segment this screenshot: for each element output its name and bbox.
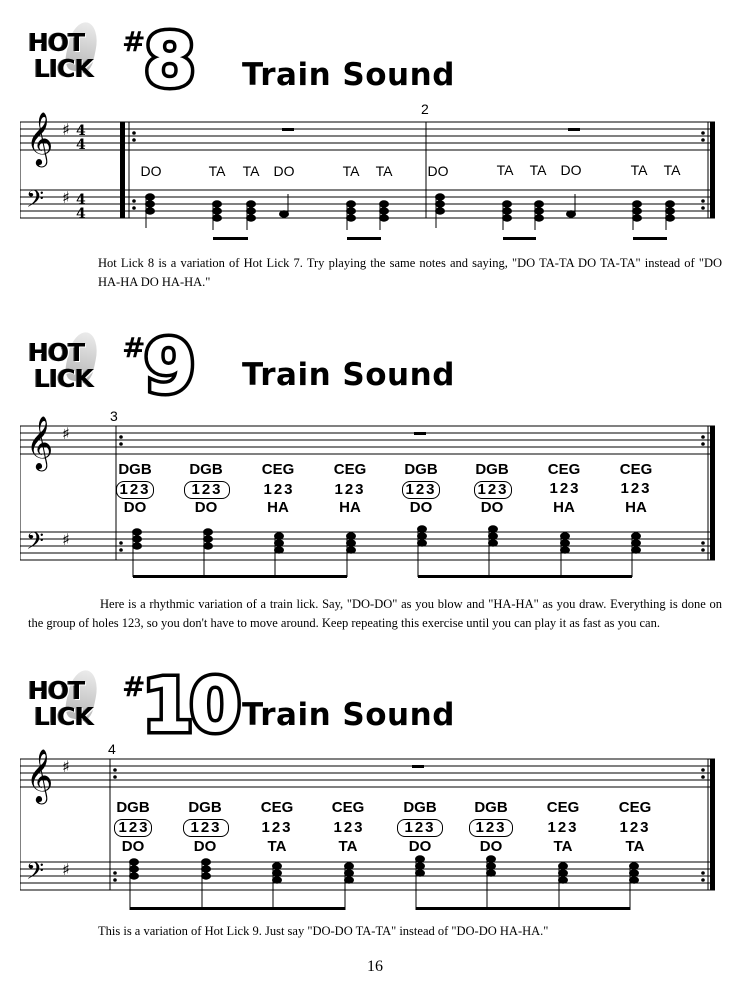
syllable: DO: [194, 499, 218, 516]
lick-title: Train Sound: [242, 357, 455, 393]
badge-number: 9: [144, 324, 192, 410]
syllable: DO: [409, 499, 433, 516]
chord-name: CEG: [618, 799, 652, 816]
hole-numbers: 123: [475, 819, 507, 836]
chord-name: DGB: [403, 799, 437, 816]
hot-lick-logo: [28, 678, 108, 738]
syllable: DO: [560, 162, 582, 178]
syllable: TA: [242, 163, 260, 179]
svg-text:4: 4: [76, 206, 86, 222]
syllable: TA: [375, 163, 393, 179]
chord-name: CEG: [331, 799, 365, 816]
badge-word-hot: HOT: [28, 28, 85, 57]
chord-name: DGB: [189, 461, 223, 478]
lick-title: Train Sound: [242, 57, 455, 93]
svg-text:♯: ♯: [62, 188, 70, 207]
beams: [20, 225, 725, 245]
svg-text:𝄢: 𝄢: [26, 857, 45, 890]
badge-hash: #: [122, 331, 146, 364]
svg-text:𝄢: 𝄢: [26, 185, 45, 218]
syllable: TA: [267, 838, 287, 855]
svg-text:𝄞: 𝄞: [26, 111, 54, 165]
badge-word-lick: LICK: [34, 702, 93, 731]
chord-name: CEG: [619, 461, 653, 478]
svg-text:𝄢: 𝄢: [26, 527, 45, 560]
hole-numbers: 123: [119, 481, 151, 498]
syllable: TA: [208, 163, 226, 179]
hole-numbers: 123: [549, 480, 581, 497]
badge-word-hot: HOT: [28, 676, 85, 705]
hot-lick-logo: [28, 340, 108, 400]
badge-number: 8: [144, 18, 192, 104]
syllable: DO: [273, 163, 295, 179]
measure-number: 4: [108, 741, 116, 757]
syllable: DO: [193, 838, 217, 855]
syllable: TA: [338, 838, 358, 855]
svg-text:♯: ♯: [62, 530, 70, 549]
syllable: DO: [123, 499, 147, 516]
hole-numbers: 123: [404, 819, 436, 836]
hole-numbers: 123: [261, 819, 293, 836]
hole-numbers: 123: [263, 481, 295, 498]
hot-lick-logo: [28, 30, 108, 90]
chord-name: CEG: [260, 799, 294, 816]
syllable: TA: [342, 163, 360, 179]
badge-word-hot: HOT: [28, 338, 85, 367]
chord-name: DGB: [475, 461, 509, 478]
chord-name: CEG: [333, 461, 367, 478]
hole-numbers: 123: [620, 480, 652, 497]
staff-system: [20, 110, 725, 230]
lick-description: Hot Lick 8 is a variation of Hot Lick 7. Try playing the same notes and saying, "DO TA-TA DO TA-TA" instead of "DO HA-HA DO HA-HA.": [98, 256, 722, 289]
chord-name: DGB: [118, 461, 152, 478]
lick-description: Here is a rhythmic variation of a train lick. Say, "DO-DO" as you blow and "HA-HA" as you draw. Everything is done on the group of holes 123, so you don't have to move around. Keep repeating this exercise until you can play it as fast as you can.: [28, 597, 722, 630]
hole-numbers: 123: [477, 481, 509, 498]
svg-text:4: 4: [76, 123, 86, 139]
syllable: TA: [630, 162, 648, 178]
hole-numbers: 123: [405, 481, 437, 498]
syllable: HA: [339, 499, 361, 516]
syllable: DO: [479, 838, 503, 855]
hole-numbers: 123: [619, 819, 651, 836]
syllable: TA: [625, 838, 645, 855]
syllable: DO: [427, 163, 449, 179]
hole-numbers: 123: [118, 819, 150, 836]
lick-title: Train Sound: [242, 697, 455, 733]
syllable: HA: [553, 499, 575, 516]
chord-name: DGB: [116, 799, 150, 816]
svg-text:♯: ♯: [62, 757, 70, 776]
measure-number: 3: [110, 408, 118, 424]
hole-numbers: 123: [333, 819, 365, 836]
chord-name: DGB: [404, 461, 438, 478]
syllable: DO: [480, 499, 504, 516]
chord-name: CEG: [546, 799, 580, 816]
chord-name: CEG: [261, 461, 295, 478]
syllable: HA: [267, 499, 289, 516]
svg-text:𝄞: 𝄞: [26, 748, 54, 802]
svg-text:♯: ♯: [62, 424, 70, 443]
svg-text:4: 4: [76, 137, 86, 153]
page-number: 16: [367, 958, 383, 975]
badge-number: 10: [142, 663, 237, 749]
svg-text:4: 4: [76, 192, 86, 208]
music-staff: [20, 110, 725, 230]
syllable: DO: [408, 838, 432, 855]
hole-numbers: 123: [547, 819, 579, 836]
svg-text:♯: ♯: [62, 120, 70, 139]
syllable: DO: [121, 838, 145, 855]
hole-numbers: 123: [190, 819, 222, 836]
measure-number: 2: [421, 101, 429, 117]
chord-name: DGB: [474, 799, 508, 816]
hole-numbers: 123: [334, 481, 366, 498]
svg-text:♯: ♯: [62, 860, 70, 879]
badge-word-lick: LICK: [34, 54, 93, 83]
syllable: DO: [140, 163, 162, 179]
badge-hash: #: [122, 670, 146, 703]
badge-word-lick: LICK: [34, 364, 93, 393]
syllable: TA: [663, 162, 681, 178]
chord-name: CEG: [547, 461, 581, 478]
lick-description: This is a variation of Hot Lick 9. Just say "DO-DO TA-TA" instead of "DO-DO HA-HA.": [98, 924, 549, 938]
hole-numbers: 123: [191, 481, 223, 498]
badge-hash: #: [122, 25, 146, 58]
syllable: TA: [529, 162, 547, 178]
syllable: HA: [625, 499, 647, 516]
syllable: TA: [496, 162, 514, 178]
syllable: TA: [553, 838, 573, 855]
svg-text:𝄞: 𝄞: [26, 415, 54, 469]
chord-name: DGB: [188, 799, 222, 816]
